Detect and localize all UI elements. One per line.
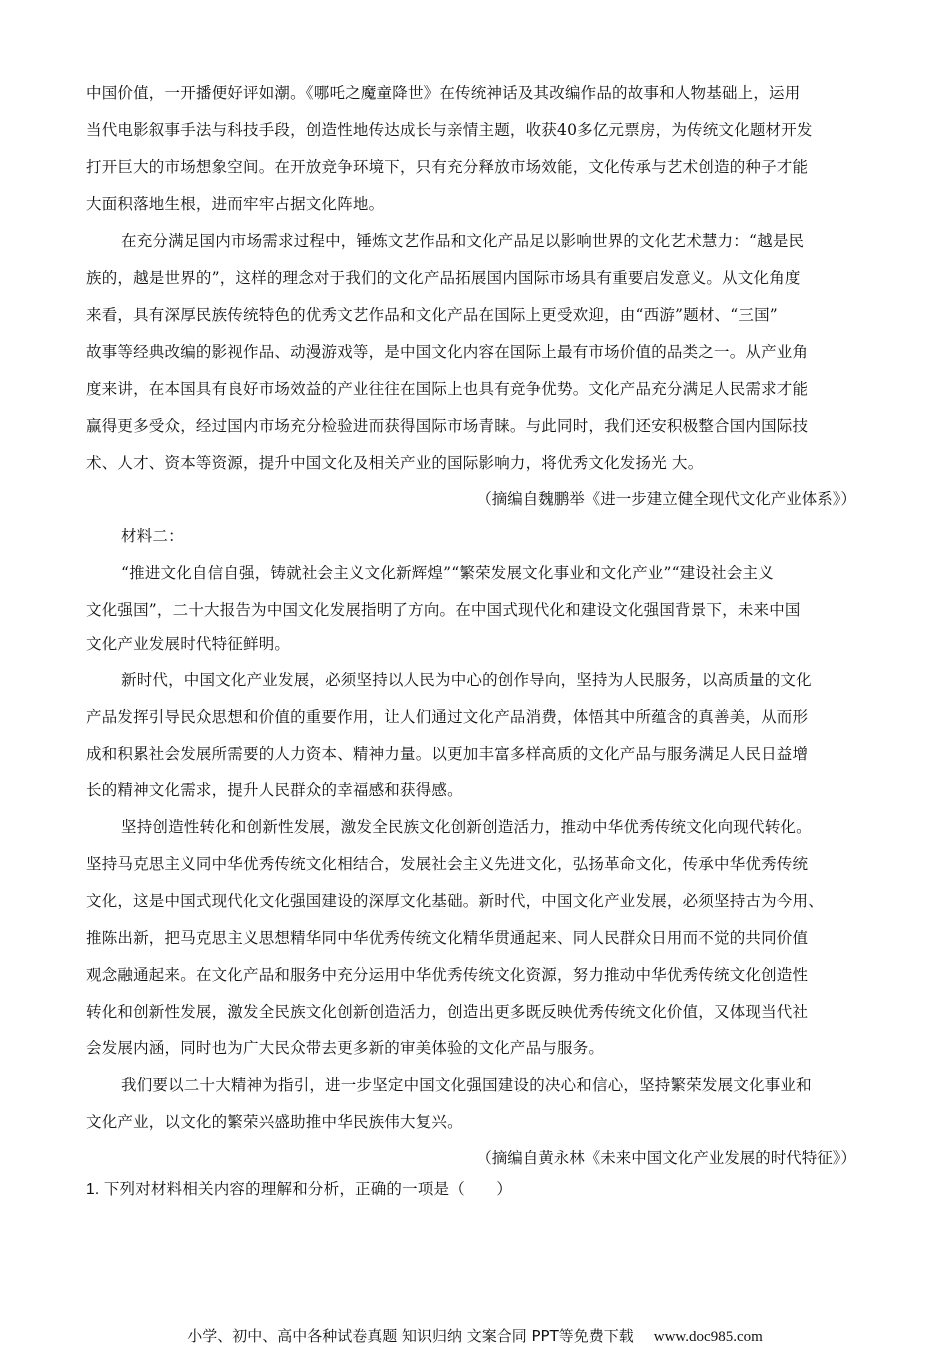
paragraph-5-line: 坚持马克思主义同中华优秀传统文化相结合，发展社会主义先进文化，弘扬革命文化，传承中华优秀传统: [86, 855, 809, 873]
paragraph-4-line: 长的精神文化需求，提升人民群众的幸福感和获得感。: [86, 781, 463, 799]
paragraph-2-line: 赢得更多受众，经过国内市场充分检验进而获得国际市场青睐。与此同时，我们还安积极整合国内国际技: [86, 417, 809, 435]
paragraph-5-line: 推陈出新，把马克思主义思想精华同中华优秀传统文化精华贯通起来、同人民群众日用而不觉的共同价值: [86, 929, 809, 947]
paragraph-2-line: 在充分满足国内市场需求过程中，锤炼文艺作品和文化产品足以影响世界的文化艺术慧力：“越是民: [121, 232, 805, 250]
paragraph-1-line: 打开巨大的市场想象空间。在开放竞争环境下，只有充分释放市场效能，文化传承与艺术创造的种子才能: [86, 158, 809, 176]
footer-text: 小学、初中、高中各种试卷真题 知识归纳 文案合同 PPT等免费下载: [187, 1327, 634, 1345]
paragraph-5-line: 会发展内涵，同时也为广大民众带去更多新的审美体验的文化产品与服务。: [86, 1039, 605, 1057]
paragraph-5-line: 坚持创造性转化和创新性发展，激发全民族文化创新创造活力，推动中华优秀传统文化向现代转化。: [121, 818, 812, 836]
paragraph-2-line: 度来讲，在本国具有良好市场效益的产业往往在国际上也具有竞争优势。文化产品充分满足人民需求才能: [86, 380, 809, 398]
source-citation-2: （摘编自黄永林《未来中国文化产业发展的时代特征》）: [476, 1149, 856, 1167]
paragraph-6-line: 文化产业，以文化的繁荣兴盛助推中华民族伟大复兴。: [86, 1113, 463, 1131]
paragraph-2-line: 来看，具有深厚民族传统特色的优秀文艺作品和文化产品在国际上更受欢迎，由“西游”题材、“三国”: [86, 306, 778, 324]
paragraph-1-line: 当代电影叙事手法与科技手段，创造性地传达成长与亲情主题，收获40多亿元票房，为传统文化题材开发: [86, 121, 813, 139]
paragraph-4-line: 产品发挥引导民众思想和价值的重要作用，让人们通过文化产品消费，体悟其中所蕴含的真善美，从而形: [86, 708, 809, 726]
paragraph-1-line: 中国价值，一开播便好评如潮。《哪吒之魔童降世》在传统神话及其改编作品的故事和人物基础上，运用: [86, 84, 801, 102]
footer-url[interactable]: www.doc985.com: [653, 1329, 763, 1345]
paragraph-1-line: 大面积落地生根，进而牢牢占据文化阵地。: [86, 195, 385, 213]
paragraph-5-line: 观念融通起来。在文化产品和服务中充分运用中华优秀传统文化资源，努力推动中华优秀传统文化创造性: [86, 966, 809, 984]
question-1-stem: 1. 下列对材料相关内容的理解和分析，正确的一项是（ ）: [86, 1181, 513, 1198]
paragraph-2-line: 故事等经典改编的影视作品、动漫游戏等，是中国文化内容在国际上最有市场价值的品类之一。从产业角: [86, 343, 809, 361]
paragraph-5-line: 转化和创新性发展，激发全民族文化创新创造活力，创造出更多既反映优秀传统文化价值，又体现当代社: [86, 1003, 809, 1021]
paragraph-5-line: 文化，这是中国式现代化文化强国建设的深厚文化基础。新时代，中国文化产业发展，必须坚持古为今用、: [86, 892, 824, 910]
material-2-label: 材料二：: [121, 527, 184, 545]
paragraph-3-line: “推进文化自信自强，铸就社会主义文化新辉煌”“繁荣发展文化事业和文化产业”“建设社会主义: [121, 564, 774, 582]
paragraph-2-line: 术、人才、资本等资源，提升中国文化及相关产业的国际影响力，将优秀文化发扬光 大。: [86, 454, 704, 472]
paragraph-3-line: 文化强国”，二十大报告为中国文化发展指明了方向。在中国式现代化和建设文化强国背景下，未来中国: [86, 601, 801, 619]
paragraph-2-line: 族的，越是世界的”，这样的理念对于我们的文化产品拓展国内国际市场具有重要启发意义。从文化角度: [86, 269, 801, 287]
paragraph-4-line: 成和积累社会发展所需要的人力资本、精神力量。以更加丰富多样高质的文化产品与服务满足人民日益增: [86, 745, 809, 763]
source-citation-1: （摘编自魏鹏举《进一步建立健全现代文化产业体系》）: [476, 490, 856, 508]
paragraph-4-line: 新时代，中国文化产业发展，必须坚持以人民为中心的创作导向，坚持为人民服务，以高质量的文化: [121, 671, 812, 689]
paragraph-3-line: 文化产业发展时代特征鲜明。: [86, 635, 291, 653]
paragraph-6-line: 我们要以二十大精神为指引，进一步坚定中国文化强国建设的决心和信心，坚持繁荣发展文化事业和: [121, 1076, 812, 1094]
